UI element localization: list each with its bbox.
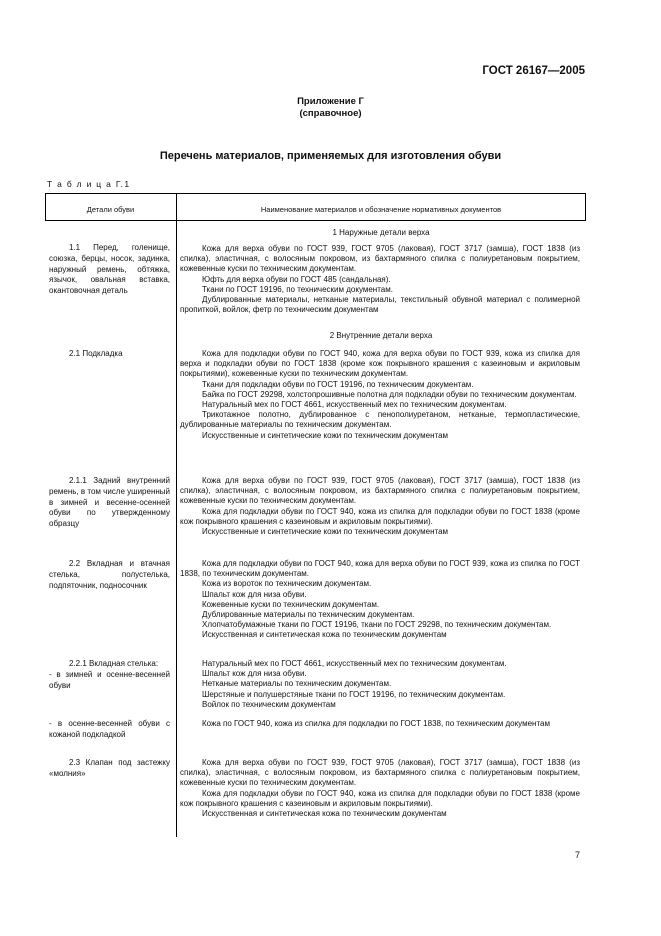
- standard-number: ГОСТ 26167—2005: [482, 65, 585, 77]
- detail-text: 1.1 Перед, голенище, союзка, берцы, носок, задинка, наружный ремень, обтяжка, язычок, овальная вставка, окантовочная деталь: [49, 243, 170, 296]
- materials-table: [45, 193, 586, 837]
- col-header-materials: Наименование материалов и обозначение нормативных документов: [260, 205, 502, 214]
- detail-text: - в зимней и осенне-весенней обуви: [49, 669, 170, 690]
- material-paragraph: Нетканые материалы по техническим документам.: [202, 679, 392, 689]
- material-paragraph: Кожа для верха обуви по ГОСТ 939, ГОСТ 9705 (лаковая), ГОСТ 3717 (замша), ГОСТ 1838 (из спилка), эластичная, с волосяным покровом, из бахтармяного спилка с полиуретановым покрытием, кожевенные куски по техническим документам.: [180, 244, 580, 274]
- page-number: 7: [574, 850, 580, 860]
- detail-text: - в осенне-весенней обуви с кожаной подкладкой: [49, 719, 170, 739]
- material-paragraph: Трикотажное полотно, дублированное с пенополиуретаном, нетканые, термопластические, дублированные материалы по техническим документам.: [180, 410, 580, 430]
- material-paragraph: Ткани для подкладки обуви по ГОСТ 19196, по техническим документам.: [202, 379, 474, 389]
- section-heading-outer: 1 Наружные детали верха: [332, 228, 430, 237]
- material-paragraph: Хлопчатобумажные ткани по ГОСТ 19196, ткани по ГОСТ 29298, по техническим документам.: [202, 620, 552, 630]
- detail-text: 2.1 Подкладка: [69, 349, 123, 358]
- material-paragraph: Искусственные и синтетические кожи по техническим документам: [202, 430, 449, 440]
- table-row-materials: [180, 349, 580, 441]
- material-paragraph: Кожа по ГОСТ 940, кожа из спилка для подкладки по ГОСТ 1838, по техническим документам: [202, 719, 550, 728]
- table-row-detail: [49, 476, 170, 530]
- material-paragraph: Натуральный мех по ГОСТ 4661, искусственный мех по техническим документам.: [202, 400, 507, 410]
- material-paragraph: Кожа для верха обуви по ГОСТ 939, ГОСТ 9705 (лаковая), ГОСТ 3717 (замша), ГОСТ 1838 (из спилка), эластичная, с волосяным покровом, из бахтармяного спилка с полиуретановым покрытием, кожевенные куски по техническим документам.: [180, 476, 580, 506]
- table-row-materials: [180, 758, 580, 819]
- col-header-details: Детали обуви: [86, 205, 135, 214]
- material-paragraph: Кожа для подкладки обуви по ГОСТ 940, кожа для верха обуви по ГОСТ 939, кожа из спилка по ГОСТ 1838, по техническим документам.: [180, 559, 580, 579]
- table-label: Т а б л и ц а Г.1: [47, 179, 131, 189]
- table-row-detail: [49, 559, 170, 591]
- table-row-detail: [49, 719, 170, 741]
- material-paragraph: Шпальт кож для низа обуви.: [202, 589, 307, 599]
- table-row-materials: [180, 719, 580, 729]
- detail-text: 2.1.1 Задний внутренний ремень, в том числе уширенный в зимней и весенне-осенней обуви по утвержденному образцу: [49, 476, 170, 529]
- material-paragraph: Кожа для подкладки обуви по ГОСТ 940, кожа для верха обуви по ГОСТ 939, кожа из спилка для верха и подкладки обуви по ГОСТ 1838 (кроме кож покрывного крашения с казеиновым и акриловым покрытиями), кожевенные куски по техническим документам.: [180, 349, 580, 379]
- material-paragraph: Искусственная и синтетическая кожа по техническим документам: [202, 630, 447, 640]
- appendix-name: Приложение Г: [297, 96, 364, 107]
- material-paragraph: Шерстяные и полушерстяные ткани по ГОСТ 19196, по техническим документам.: [202, 689, 506, 699]
- material-paragraph: Дублированные материалы по техническим документам.: [202, 610, 415, 620]
- material-paragraph: Юфть для верха обуви по ГОСТ 485 (сандальная).: [202, 274, 391, 284]
- material-paragraph: Шпальт кож для низа обуви.: [202, 669, 307, 679]
- material-paragraph: Ткани по ГОСТ 19196, по техническим документам.: [202, 284, 393, 294]
- material-paragraph: Искусственная и синтетическая кожа по техническим документам: [202, 809, 447, 819]
- table-row-detail: [49, 758, 170, 780]
- material-paragraph: Войлок по техническим документам: [202, 699, 336, 709]
- material-paragraph: Байка по ГОСТ 29298, холстопрошивные полотна для подкладки обуви по техническим документам.: [202, 389, 577, 399]
- material-paragraph: Кожа для подкладки обуви по ГОСТ 940, кожа из спилка для подкладки обуви по ГОСТ 1838 (кроме кож покрывного крашения с казеиновым и акриловым покрытиями).: [180, 506, 580, 526]
- section-heading-inner: 2 Внутренние детали верха: [329, 331, 433, 340]
- material-paragraph: Кожевенные куски по техническим документам.: [202, 599, 380, 609]
- document-title: Перечень материалов, применяемых для изготовления обуви: [159, 150, 502, 162]
- appendix-heading: [0, 96, 661, 120]
- table-row-materials: [180, 559, 580, 641]
- table-row-materials: [180, 659, 580, 710]
- material-paragraph: Кожа для подкладки обуви по ГОСТ 940, кожа из спилка для подкладки обуви по ГОСТ 1838 (кроме кож покрывного крашения с казеиновым и акриловым покрытиями).: [180, 788, 580, 808]
- table-row-detail: [49, 659, 170, 691]
- table-row-materials: [180, 244, 580, 315]
- table-row-detail: [49, 243, 170, 297]
- material-paragraph: Кожа для верха обуви по ГОСТ 939, ГОСТ 9705 (лаковая), ГОСТ 3717 (замша), ГОСТ 1838 (из спилка), эластичная, с волосяным покровом, из бахтармяного спилка с полиуретановым покрытием, кожевенные куски по техническим документам.: [180, 758, 580, 788]
- appendix-kind: (справочное): [299, 108, 362, 119]
- material-paragraph: Натуральный мех по ГОСТ 4661, искусственный мех по техническим документам.: [202, 659, 507, 668]
- detail-text: 2.2 Вкладная и втачная стелька, полустелька, подпяточник, подносочник: [49, 559, 170, 590]
- material-paragraph: Кожа из вороток по техническим документам.: [202, 579, 372, 589]
- column-divider: [176, 193, 177, 837]
- table-row-detail: [49, 349, 170, 360]
- detail-text: 2.2.1 Вкладная стелька:: [69, 659, 159, 668]
- table-row-materials: [180, 476, 580, 537]
- detail-text: 2.3 Клапан под застежку «молния»: [49, 758, 170, 778]
- material-paragraph: Искусственные и синтетические кожи по техническим документам: [202, 527, 449, 537]
- material-paragraph: Дублированные материалы, нетканые материалы, текстильный обувной материал с полимерной пропиткой, войлок, фетр по техническим документам: [180, 295, 580, 315]
